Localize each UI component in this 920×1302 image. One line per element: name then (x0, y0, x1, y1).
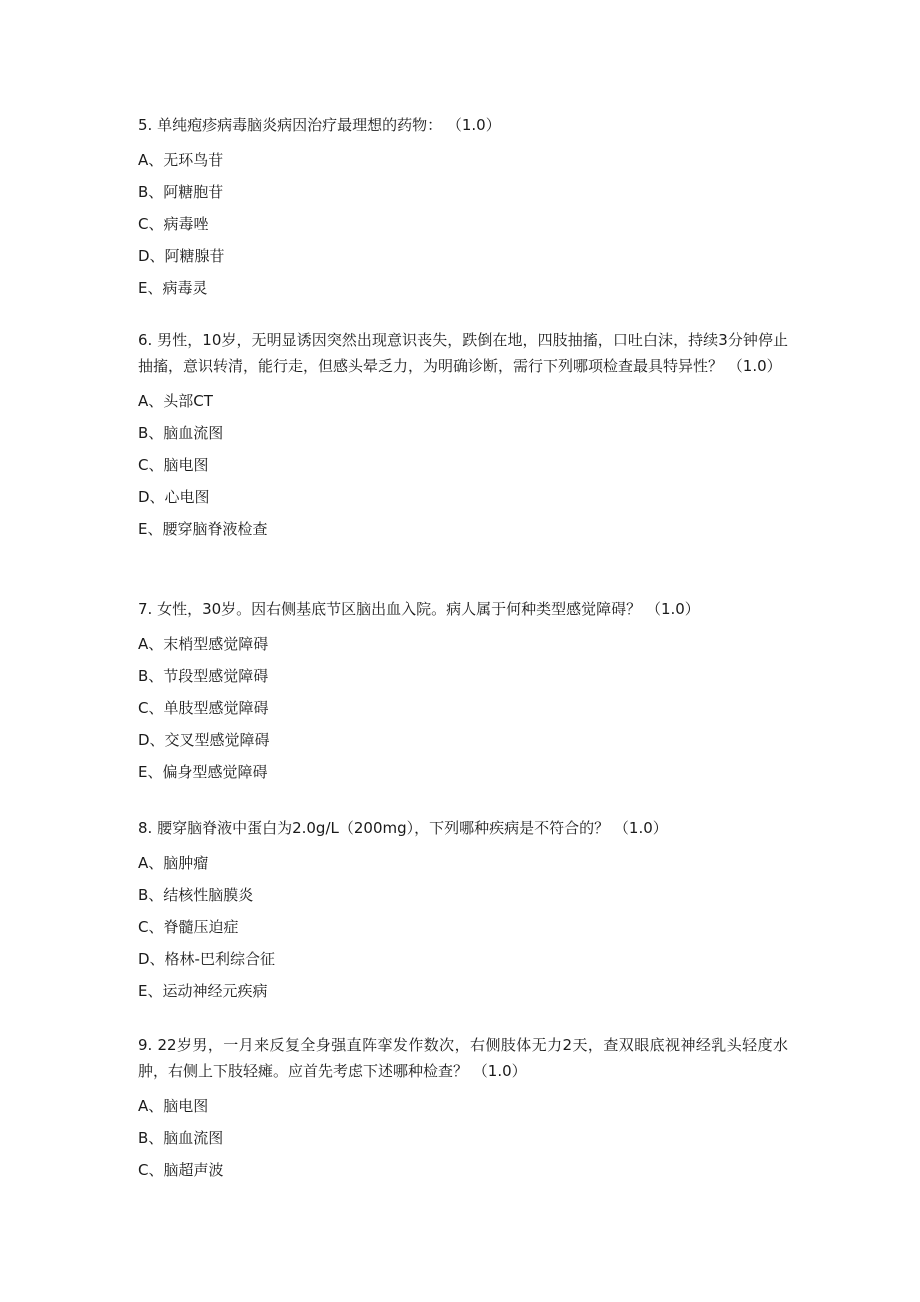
option-a: A、末梢型感觉障碍 (138, 635, 269, 653)
option-d: D、心电图 (138, 488, 210, 506)
option-c: C、单肢型感觉障碍 (138, 699, 269, 717)
option-a: A、头部CT (138, 392, 213, 410)
question-stem: 9. 22岁男，一月来反复全身强直阵挛发作数次，右侧肢体无力2天，查双眼底视神经乳头轻度水肿，右侧上下肢轻瘫。应首先考虑下述哪种检查？ （1.0） (138, 1036, 788, 1080)
question-6 (138, 327, 788, 545)
option-b: B、脑血流图 (138, 424, 224, 442)
option-e: E、偏身型感觉障碍 (138, 763, 268, 781)
option-c: C、脑电图 (138, 456, 209, 474)
option-c: C、脊髓压迫症 (138, 918, 239, 936)
question-5 (138, 112, 788, 304)
question-stem: 8. 腰穿脑脊液中蛋白为2.0g/L（200mg），下列哪种疾病是不符合的？ （1.0） (138, 819, 668, 837)
question-stem: 7. 女性，30岁。因右侧基底节区脑出血入院。病人属于何种类型感觉障碍？ （1.0） (138, 600, 700, 618)
option-c: C、脑超声波 (138, 1161, 224, 1179)
option-d: D、阿糖腺苷 (138, 247, 225, 265)
option-d: D、格林-巴利综合征 (138, 950, 275, 968)
option-e: E、病毒灵 (138, 279, 208, 297)
option-a: A、脑肿瘤 (138, 854, 209, 872)
option-e: E、腰穿脑脊液检查 (138, 520, 268, 538)
option-d: D、交叉型感觉障碍 (138, 731, 270, 749)
option-b: B、结核性脑膜炎 (138, 886, 254, 904)
question-9 (138, 1032, 788, 1186)
option-b: B、节段型感觉障碍 (138, 667, 269, 685)
question-7 (138, 596, 788, 788)
option-a: A、脑电图 (138, 1097, 209, 1115)
question-stem: 6. 男性，10岁，无明显诱因突然出现意识丧失，跌倒在地，四肢抽搐，口吐白沫，持续3分钟停止抽搐，意识转清，能行走，但感头晕乏力，为明确诊断，需行下列哪项检查最具特异性？ （1.0） (138, 331, 788, 375)
option-e: E、运动神经元疾病 (138, 982, 268, 1000)
question-8 (138, 815, 788, 1007)
option-b: B、阿糖胞苷 (138, 183, 224, 201)
option-c: C、病毒唑 (138, 215, 209, 233)
option-a: A、无环鸟苷 (138, 151, 224, 169)
question-stem: 5. 单纯疱疹病毒脑炎病因治疗最理想的药物： （1.0） (138, 116, 501, 134)
option-b: B、脑血流图 (138, 1129, 224, 1147)
